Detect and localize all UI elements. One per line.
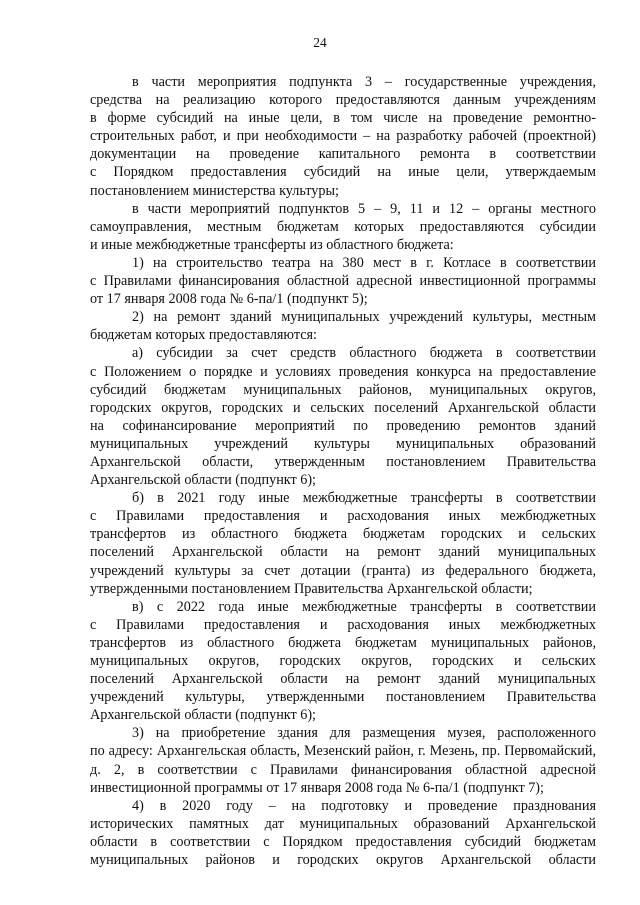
text-line: средства на реализацию которого предоставляются данным учреждениям <box>90 92 596 109</box>
text-line: от 17 января 2008 года № 6-па/1 (подпункт 5); <box>90 291 368 308</box>
text-line: городских округов, городских и сельских поселений Архангельской области <box>90 399 596 416</box>
text-line: субсидий бюджетам муниципальных районов, муниципальных округов, <box>90 381 596 398</box>
text-line: по адресу: Архангельская область, Мезенский район, г. Мезень, пр. Первомайский, <box>90 743 596 760</box>
text-line: б) в 2021 году иные межбюджетные трансферты в соответствии <box>132 490 596 507</box>
text-line: в части мероприятия подпункта 3 – государственные учреждения, <box>132 74 596 90</box>
text-line: трансфертов из областного бюджета бюджетам городских и сельских <box>90 526 596 543</box>
text-line: муниципальных районов и городских округов Архангельской области <box>90 852 596 869</box>
text-line: области в соответствии с Порядком предоставления субсидий бюджетам <box>90 833 596 850</box>
text-line: 4) в 2020 году – на подготовку и проведение празднования <box>132 797 596 814</box>
text-line: исторических памятных дат муниципальных образований Архангельской <box>90 815 596 832</box>
text-line: поселений Архангельской области на ремонт зданий муниципальных <box>90 671 596 688</box>
text-line: строительных работ, и при необходимости – на разработку рабочей (проектной) <box>90 128 596 145</box>
body-text <box>90 73 596 869</box>
text-line: утвержденными постановлением Правительства Архангельской области; <box>90 580 533 597</box>
text-line: муниципальных округов, городских округов, городских и сельских <box>90 653 596 669</box>
text-line: с Правилами предоставления и расходования иных межбюджетных <box>90 616 596 633</box>
text-line: учреждений культуры, утвержденными постановлением Правительства <box>90 689 596 706</box>
text-line: учреждений культуры за счет дотации (гранта) из федерального бюджета, <box>90 562 596 579</box>
text-line: Архангельской области (подпункт 6); <box>90 472 317 489</box>
text-line: 1) на строительство театра на 380 мест в г. Котласе в соответствии <box>132 254 596 271</box>
text-line: с Положением о порядке и условиях проведения конкурса на предоставление <box>90 363 596 380</box>
text-line: в части мероприятий подпунктов 5 – 9, 11 и 12 – органы местного <box>132 200 596 217</box>
text-line: с Правилами финансирования областной адресной инвестиционной программы <box>90 273 596 290</box>
page-number: 24 <box>313 35 327 50</box>
text-line: в) с 2022 года иные межбюджетные трансферты в соответствии <box>132 598 596 615</box>
text-line: бюджетам которых предоставляются: <box>90 327 317 344</box>
text-line: самоуправления, местным бюджетам которых предоставляются субсидии <box>90 218 596 235</box>
text-line: 2) на ремонт зданий муниципальных учреждений культуры, местным <box>132 309 596 326</box>
text-line: муниципальных учреждений культуры муниципальных образований <box>90 435 596 452</box>
text-line: на софинансирование мероприятий по проведению ремонтов зданий <box>90 417 596 434</box>
text-line: поселений Архангельской области на ремонт зданий муниципальных <box>90 544 596 561</box>
text-line: Архангельской области (подпункт 6); <box>90 707 317 724</box>
text-line: инвестиционной программы от 17 января 2008 года № 6-па/1 (подпункт 7); <box>90 779 544 796</box>
text-line: в форме субсидий на иные цели, в том числе на проведение ремонтно- <box>90 110 596 127</box>
text-line: постановлением министерства культуры; <box>90 182 339 199</box>
text-line: а) субсидии за счет средств областного бюджета в соответствии <box>132 345 596 362</box>
text-line: 3) на приобретение здания для размещения музея, расположенного <box>132 725 596 742</box>
text-line: с Порядком предоставления субсидий на иные цели, утверждаемым <box>90 164 596 181</box>
text-line: Архангельской области, утвержденным постановлением Правительства <box>90 453 596 470</box>
text-line: и иные межбюджетные трансферты из областного бюджета: <box>90 236 454 253</box>
text-line: с Правилами предоставления и расходования иных межбюджетных <box>90 508 596 525</box>
text-line: документации на проведение капитального ремонта в соответствии <box>90 146 596 163</box>
text-line: трансфертов из областного бюджета бюджетам муниципальных районов, <box>90 634 596 651</box>
text-line: д. 2, в соответствии с Правилами финансирования областной адресной <box>90 761 596 778</box>
